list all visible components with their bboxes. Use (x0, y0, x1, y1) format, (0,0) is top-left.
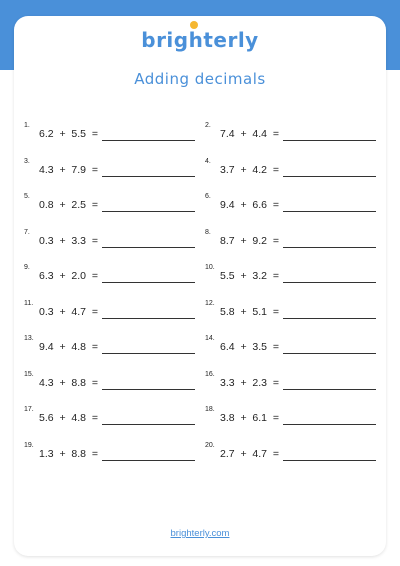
problem-number: 13. (24, 335, 34, 342)
addend-b: 4.7 (71, 305, 87, 318)
addend-a: 5.8 (220, 305, 235, 318)
equals-sign: = (267, 412, 279, 424)
addend-a: 0.3 (39, 234, 54, 247)
footer-link[interactable]: brighterly.com (170, 528, 230, 539)
problem-grid (24, 121, 376, 476)
problem-expression (39, 163, 98, 177)
problem-item (205, 334, 376, 354)
addend-a: 6.2 (39, 128, 54, 140)
problem-number: 17. (24, 406, 34, 413)
plus-sign: + (53, 376, 72, 389)
answer-blank[interactable] (102, 446, 195, 461)
problem-number: 10. (205, 264, 215, 271)
addend-b: 5.5 (71, 128, 87, 140)
answer-blank[interactable] (102, 197, 195, 212)
addend-b: 4.2 (252, 163, 268, 176)
equals-sign: = (267, 341, 279, 353)
problem-number: 3. (24, 157, 30, 165)
answer-blank[interactable] (102, 268, 195, 283)
addend-a: 9.4 (39, 341, 54, 353)
problem-item (205, 263, 376, 283)
equals-sign: = (86, 376, 98, 389)
problem-item (24, 228, 205, 248)
plus-sign: + (234, 128, 253, 140)
plus-sign: + (234, 305, 253, 318)
addend-a: 6.3 (39, 270, 54, 282)
problem-number: 16. (205, 370, 215, 378)
equals-sign: = (267, 270, 279, 282)
answer-blank[interactable] (283, 446, 376, 461)
answer-blank[interactable] (283, 162, 376, 177)
problem-number: 7. (24, 228, 30, 236)
problem-item (24, 370, 205, 390)
equals-sign: = (86, 199, 98, 211)
answer-blank[interactable] (283, 375, 376, 390)
problem-item (205, 228, 376, 248)
problem-number: 20. (205, 441, 215, 449)
addend-a: 3.7 (220, 163, 235, 176)
addend-a: 2.7 (220, 447, 235, 460)
equals-sign: = (267, 128, 279, 140)
problem-expression (220, 234, 279, 248)
problem-item (205, 157, 376, 177)
problem-number: 19. (24, 441, 34, 449)
problem-item (205, 370, 376, 390)
answer-blank[interactable] (283, 197, 376, 212)
addend-b: 2.5 (71, 199, 87, 211)
answer-blank[interactable] (283, 339, 376, 354)
addend-a: 7.4 (220, 128, 235, 140)
answer-blank[interactable] (283, 233, 376, 248)
problem-item (205, 121, 376, 141)
addend-b: 2.0 (71, 270, 87, 282)
addend-a: 5.5 (220, 270, 235, 282)
problem-item (205, 192, 376, 212)
addend-a: 0.3 (39, 305, 54, 318)
problem-number: 6. (205, 193, 211, 200)
addend-a: 0.8 (39, 199, 54, 211)
plus-sign: + (53, 341, 72, 353)
equals-sign: = (86, 412, 98, 424)
addend-b: 2.3 (252, 376, 268, 389)
plus-sign: + (53, 163, 72, 176)
problem-expression (39, 269, 98, 283)
plus-sign: + (53, 305, 72, 318)
addend-a: 8.7 (220, 234, 235, 247)
problem-number: 1. (24, 122, 30, 129)
addend-a: 3.8 (220, 412, 235, 424)
problem-item (205, 405, 376, 425)
equals-sign: = (86, 305, 98, 318)
problem-expression (39, 447, 98, 461)
plus-sign: + (234, 270, 253, 282)
plus-sign: + (53, 412, 72, 424)
problem-item (24, 192, 205, 212)
worksheet-sheet (14, 16, 386, 556)
answer-blank[interactable] (102, 162, 195, 177)
equals-sign: = (86, 163, 98, 176)
plus-sign: + (234, 163, 253, 176)
plus-sign: + (234, 376, 253, 389)
problem-expression (220, 376, 279, 390)
equals-sign: = (267, 199, 279, 211)
addend-b: 4.7 (252, 447, 268, 460)
equals-sign: = (267, 234, 279, 247)
plus-sign: + (53, 234, 72, 247)
problem-expression (39, 234, 98, 248)
addend-a: 9.4 (220, 199, 235, 211)
problem-item (205, 299, 376, 319)
problem-item (24, 441, 205, 461)
problem-number: 12. (205, 299, 215, 307)
equals-sign: = (86, 234, 98, 247)
problem-number: 2. (205, 122, 211, 129)
problem-number: 5. (24, 193, 30, 200)
answer-blank[interactable] (283, 410, 376, 425)
problem-expression (39, 340, 98, 354)
problem-number: 15. (24, 370, 34, 378)
answer-blank[interactable] (102, 233, 195, 248)
addend-b: 4.4 (252, 128, 268, 140)
addend-b: 5.1 (252, 305, 268, 318)
problem-expression (220, 163, 279, 177)
problem-item (24, 157, 205, 177)
equals-sign: = (86, 270, 98, 282)
brand-logo: brighterly (141, 28, 259, 52)
problem-expression (220, 198, 279, 212)
equals-sign: = (267, 447, 279, 460)
problem-expression (39, 198, 98, 212)
addend-b: 6.1 (252, 412, 268, 424)
problem-expression (220, 305, 279, 319)
problem-number: 8. (205, 228, 211, 236)
plus-sign: + (234, 341, 253, 353)
problem-expression (39, 127, 98, 141)
answer-blank[interactable] (283, 304, 376, 319)
answer-blank[interactable] (102, 304, 195, 319)
addend-b: 9.2 (252, 234, 268, 247)
problem-expression (220, 340, 279, 354)
answer-blank[interactable] (102, 375, 195, 390)
addend-b: 4.8 (71, 341, 87, 353)
answer-blank[interactable] (283, 268, 376, 283)
addend-a: 4.3 (39, 376, 54, 389)
equals-sign: = (86, 447, 98, 460)
equals-sign: = (267, 376, 279, 389)
problem-expression (39, 411, 98, 425)
problem-item (205, 441, 376, 461)
problem-number: 9. (24, 264, 30, 271)
addend-b: 3.3 (71, 234, 87, 247)
answer-blank[interactable] (102, 339, 195, 354)
problem-item (24, 405, 205, 425)
addend-a: 4.3 (39, 163, 54, 176)
plus-sign: + (53, 128, 72, 140)
problem-expression (220, 447, 279, 461)
addend-a: 5.6 (39, 412, 54, 424)
equals-sign: = (86, 341, 98, 353)
addend-b: 6.6 (252, 199, 268, 211)
answer-blank[interactable] (102, 410, 195, 425)
addend-b: 8.8 (71, 376, 87, 389)
problem-expression (220, 127, 279, 141)
equals-sign: = (267, 305, 279, 318)
addend-a: 6.4 (220, 341, 235, 353)
problem-item (24, 334, 205, 354)
addend-b: 7.9 (71, 163, 87, 176)
problem-expression (39, 376, 98, 390)
plus-sign: + (53, 199, 72, 211)
problem-number: 18. (205, 406, 215, 413)
problem-expression (220, 411, 279, 425)
addend-b: 4.8 (71, 412, 87, 424)
plus-sign: + (234, 199, 253, 211)
problem-number: 11. (24, 299, 34, 307)
equals-sign: = (86, 128, 98, 140)
answer-blank[interactable] (102, 126, 195, 141)
plus-sign: + (234, 447, 253, 460)
problem-item (24, 299, 205, 319)
addend-b: 3.2 (252, 270, 268, 282)
answer-blank[interactable] (283, 126, 376, 141)
problem-item (24, 263, 205, 283)
plus-sign: + (53, 447, 72, 460)
addend-b: 3.5 (252, 341, 268, 353)
addend-b: 8.8 (71, 447, 87, 460)
plus-sign: + (53, 270, 72, 282)
problem-number: 14. (205, 335, 215, 342)
addend-a: 3.3 (220, 376, 235, 389)
problem-number: 4. (205, 157, 211, 165)
plus-sign: + (234, 412, 253, 424)
page-title: Adding decimals (134, 70, 266, 88)
addend-a: 1.3 (39, 447, 54, 460)
problem-expression (220, 269, 279, 283)
equals-sign: = (267, 163, 279, 176)
problem-item (24, 121, 205, 141)
plus-sign: + (234, 234, 253, 247)
problem-expression (39, 305, 98, 319)
